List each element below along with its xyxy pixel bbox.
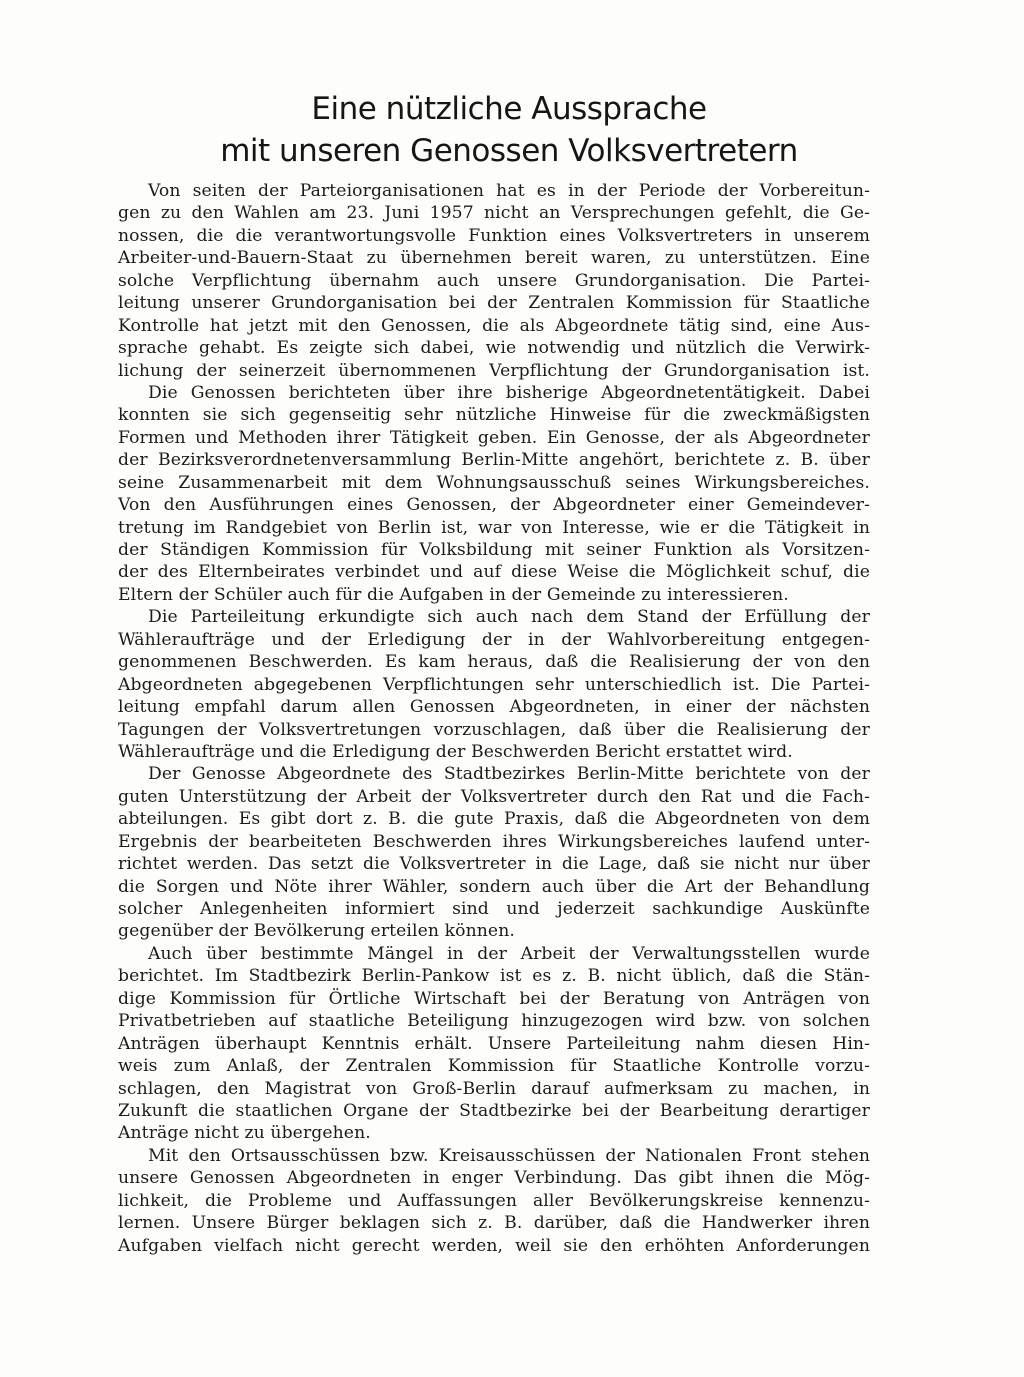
- text-line: genommenen Beschwerden. Es kam heraus, daß die Realisierung der von den: [118, 652, 870, 673]
- text-line: leitung unserer Grundorganisation bei der Zentralen Kommission für Staatliche: [118, 293, 870, 314]
- text-line: richtet werden. Das setzt die Volksvertreter in die Lage, daß sie nicht nur über: [118, 854, 870, 875]
- text-line: Aufgaben vielfach nicht gerecht werden, weil sie den erhöhten Anforderungen: [118, 1235, 870, 1256]
- text-line: unsere Genossen Abgeordneten in enger Verbindung. Das gibt ihnen die Mög-: [118, 1168, 870, 1189]
- text-line: sprache gehabt. Es zeigte sich dabei, wie notwendig und nützlich die Verwirk-: [118, 338, 870, 359]
- text-line: Anträge nicht zu übergehen.: [118, 1123, 371, 1144]
- text-line: Von den Ausführungen eines Genossen, der Abgeordneter einer Gemeindever-: [118, 495, 870, 516]
- article-title: [120, 88, 898, 172]
- text-line: leitung empfahl darum allen Genossen Abgeordneten, in einer der nächsten: [118, 697, 870, 718]
- text-line: Tagungen der Volksvertretungen vorzuschlagen, daß über die Realisierung der: [118, 719, 870, 740]
- text-line: abteilungen. Es gibt dort z. B. die gute Praxis, daß die Abgeordneten von dem: [118, 809, 870, 830]
- text-line: lichkeit, die Probleme und Auffassungen aller Bevölkerungskreise kennenzu-: [118, 1190, 870, 1211]
- text-line: der Ständigen Kommission für Volksbildung mit seiner Funktion als Vorsitzen-: [118, 540, 870, 560]
- text-line: nossen, die die verantwortungsvolle Funktion eines Volksvertreters in unserem: [118, 225, 870, 246]
- text-line: gen zu den Wahlen am 23. Juni 1957 nicht an Versprechungen gefehlt, die Ge-: [118, 203, 870, 224]
- text-line: Abgeordneten abgegebenen Verpflichtungen sehr unterschiedlich ist. Die Partei-: [118, 674, 870, 695]
- title-line-1: Eine nützliche Aussprache: [311, 91, 707, 127]
- text-line: schlagen, den Magistrat von Groß-Berlin darauf aufmerksam zu machen, in: [118, 1078, 870, 1099]
- text-line: berichtet. Im Stadtbezirk Berlin-Pankow ist es z. B. nicht üblich, daß die Stän-: [118, 966, 870, 987]
- title-line-2: mit unseren Genossen Volksvertretern: [220, 133, 798, 169]
- text-line: dige Kommission für Örtliche Wirtschaft bei der Beratung von Anträgen von: [118, 988, 870, 1009]
- text-line: konnten sie sich gegenseitig sehr nützliche Hinweise für die zweckmäßigsten: [118, 405, 870, 426]
- text-line: die Sorgen und Nöte ihrer Wähler, sondern auch über die Art der Behandlung: [118, 876, 870, 897]
- text-line: Privatbetrieben auf staatliche Beteiligung hinzugezogen wird bzw. von solchen: [118, 1011, 870, 1032]
- text-line: Kontrolle hat jetzt mit den Genossen, die als Abgeordnete tätig sind, eine Aus-: [118, 315, 870, 336]
- text-line: Anträgen überhaupt Kenntnis erhält. Unsere Parteileitung nahm diesen Hin-: [118, 1033, 870, 1054]
- text-line: solcher Anlegenheiten informiert sind und jederzeit sachkundige Auskünfte: [118, 899, 870, 919]
- text-line: Wähleraufträge und der Erledigung der in der Wahlvorbereitung entgegen-: [118, 629, 870, 650]
- text-line: Auch über bestimmte Mängel in der Arbeit der Verwaltungsstellen wurde: [148, 943, 870, 964]
- text-line: Der Genosse Abgeordnete des Stadtbezirkes Berlin-Mitte berichtete von der: [148, 764, 870, 785]
- text-line: Zukunft die staatlichen Organe der Stadtbezirke bei der Bearbeitung derartiger: [118, 1100, 870, 1121]
- text-line: Mit den Ortsausschüssen bzw. Kreisausschüssen der Nationalen Front stehen: [148, 1145, 870, 1166]
- text-line: Die Parteileitung erkundigte sich auch nach dem Stand der Erfüllung der: [148, 607, 870, 628]
- text-line: Von seiten der Parteiorganisationen hat es in der Periode der Vorbereitun-: [148, 181, 870, 201]
- text-line: weis zum Anlaß, der Zentralen Kommission für Staatliche Kontrolle vorzu-: [118, 1056, 870, 1077]
- text-line: solche Verpflichtung übernahm auch unsere Grundorganisation. Die Partei-: [118, 270, 870, 291]
- text-line: Formen und Methoden ihrer Tätigkeit geben. Ein Genosse, der als Abgeordneter: [118, 427, 870, 448]
- text-line: der Bezirksverordnetenversammlung Berlin-Mitte angehört, berichtete z. B. über: [118, 450, 870, 471]
- text-line: Wähleraufträge und die Erledigung der Beschwerden Bericht erstattet wird.: [118, 741, 793, 762]
- article-body: [118, 180, 870, 1257]
- text-line: lichung der seinerzeit übernommenen Verpflichtung der Grundorganisation ist.: [118, 360, 870, 381]
- text-line: lernen. Unsere Bürger beklagen sich z. B. darüber, daß die Handwerker ihren: [118, 1213, 870, 1234]
- text-line: Die Genossen berichteten über ihre bisherige Abgeordnetentätigkeit. Dabei: [148, 382, 870, 403]
- text-line: tretung im Randgebiet von Berlin ist, war von Interesse, wie er die Tätigkeit in: [118, 517, 870, 538]
- text-line: gegenüber der Bevölkerung erteilen können.: [118, 921, 515, 942]
- text-line: Ergebnis der bearbeiteten Beschwerden ihres Wirkungsbereiches laufend unter-: [118, 831, 870, 852]
- text-line: Eltern der Schüler auch für die Aufgaben in der Gemeinde zu interessieren.: [118, 584, 789, 605]
- text-line: Arbeiter-und-Bauern-Staat zu übernehmen bereit waren, zu unterstützen. Eine: [118, 248, 870, 269]
- text-line: seine Zusammenarbeit mit dem Wohnungsausschuß seines Wirkungsbereiches.: [118, 472, 870, 493]
- text-line: der des Elternbeirates verbindet und auf diese Weise die Möglichkeit schuf, die: [118, 562, 870, 583]
- text-line: guten Unterstützung der Arbeit der Volksvertreter durch den Rat und die Fach-: [118, 786, 870, 807]
